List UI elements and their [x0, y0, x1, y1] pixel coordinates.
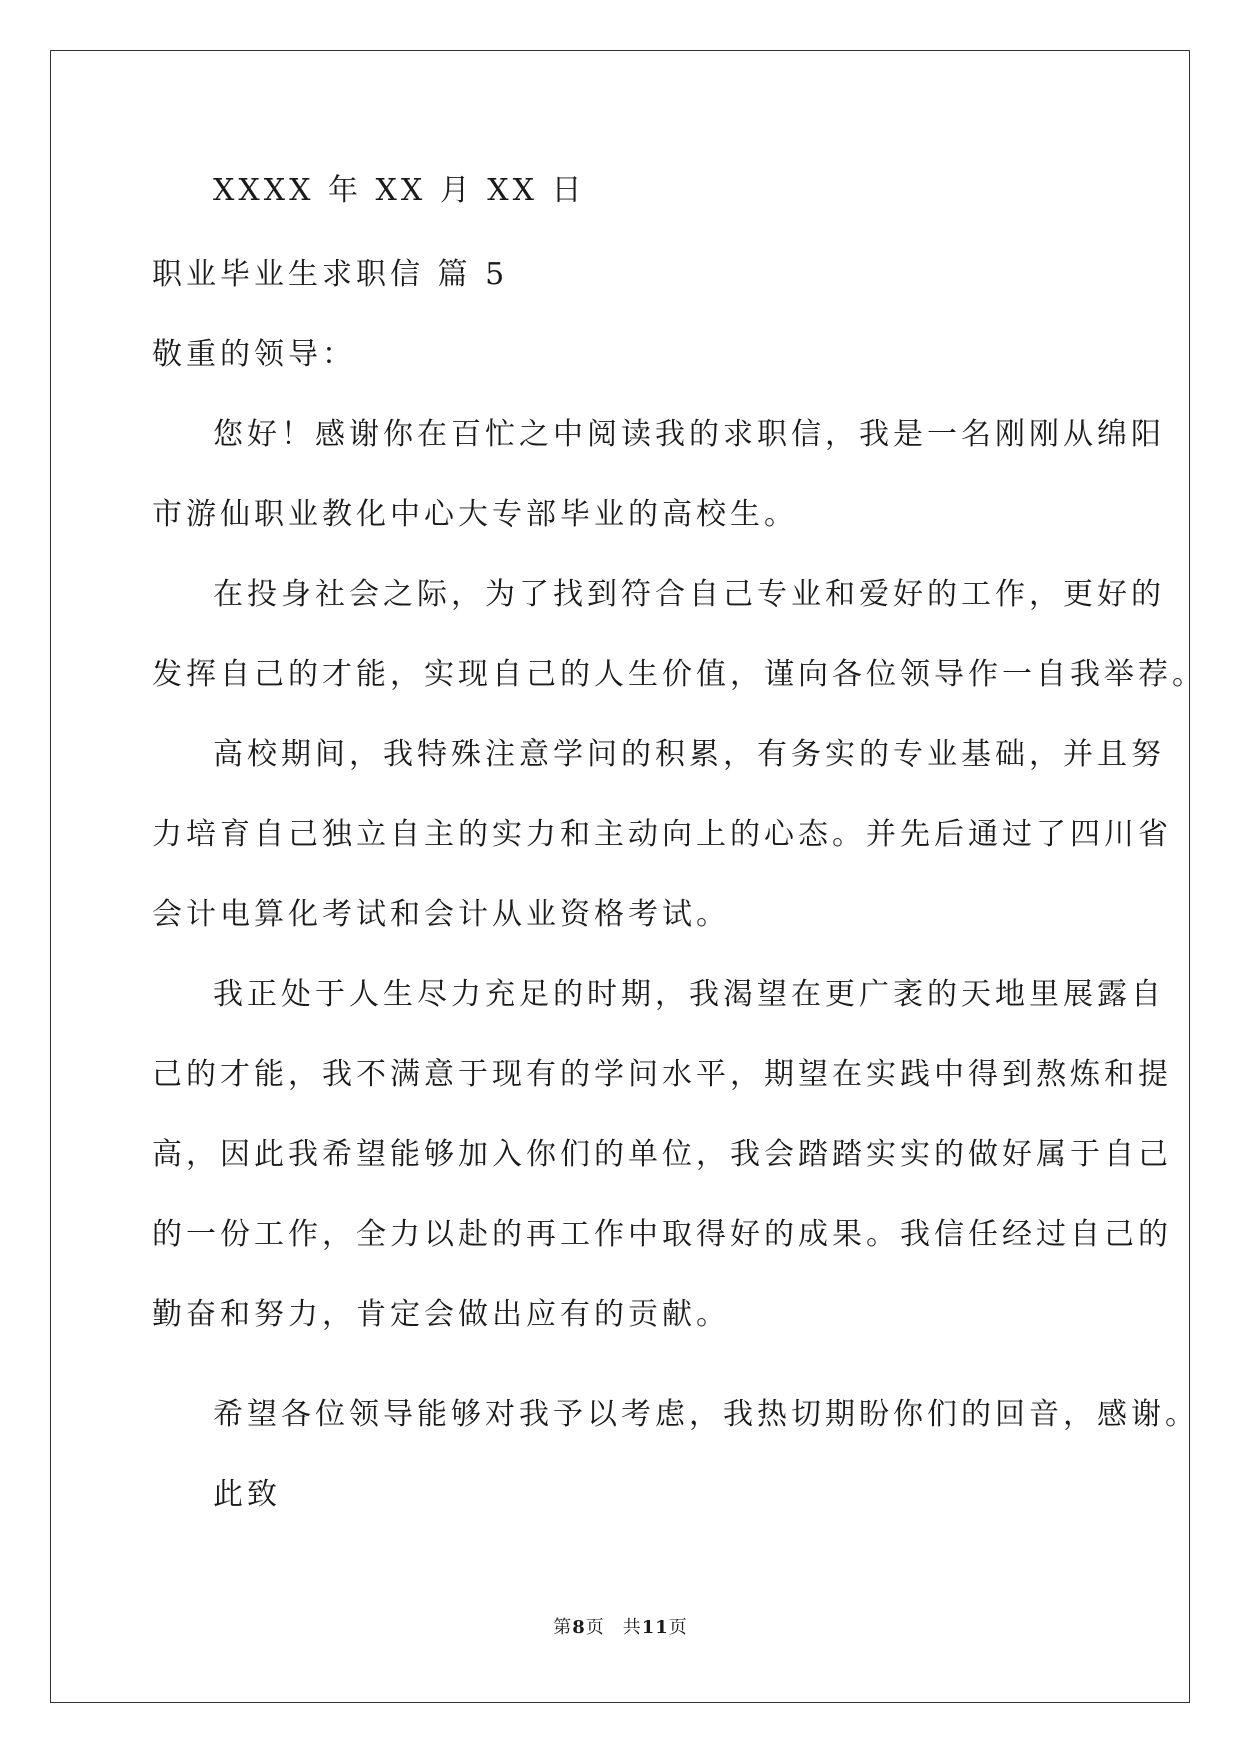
body-line: 高校期间，我特殊注意学问的积累，有务实的专业基础，并且努 [213, 737, 1165, 772]
body-line: 高，因此我希望能够加入你们的单位，我会踏踏实实的做好属于自己 [152, 1137, 1172, 1172]
salutation: 敬重的领导： [152, 337, 356, 372]
footer-total-suffix: 页 [668, 1617, 688, 1638]
body-line: 希望各位领导能够对我予以考虑，我热切期盼你们的回音，感谢。 [213, 1397, 1199, 1432]
page-border [50, 50, 1190, 1703]
body-line: 会计电算化考试和会计从业资格考试。 [152, 897, 730, 932]
body-line: 的一份工作，全力以赴的再工作中取得好的成果。我信任经过自己的 [152, 1217, 1172, 1252]
body-line: 己的才能，我不满意于现有的学问水平，期望在实践中得到熬炼和提 [152, 1057, 1172, 1092]
body-line: 发挥自己的才能，实现自己的人生价值，谨向各位领导作一自我举荐。 [152, 657, 1206, 692]
current-page-number: 8 [572, 1617, 586, 1638]
letter-heading: 职业毕业生求职信 篇 5 [152, 257, 509, 292]
body-line: 在投身社会之际，为了找到符合自己专业和爱好的工作，更好的 [213, 577, 1165, 612]
date-line: XXXX 年 XX 月 XX 日 [213, 173, 586, 208]
body-line: 您好！感谢你在百忙之中阅读我的求职信，我是一名刚刚从绵阳 [213, 417, 1165, 452]
footer-total-prefix: 共 [622, 1617, 642, 1638]
total-pages-number: 11 [641, 1617, 669, 1638]
body-line: 市游仙职业教化中心大专部毕业的高校生。 [152, 497, 798, 532]
footer-page-word: 页 [585, 1617, 605, 1638]
closing-line: 此致 [213, 1477, 281, 1512]
footer-prefix: 第 [553, 1617, 573, 1638]
body-line: 我正处于人生尽力充足的时期，我渴望在更广袤的天地里展露自 [213, 977, 1165, 1012]
body-line: 勤奋和努力，肯定会做出应有的贡献。 [152, 1297, 730, 1332]
page-footer [0, 1613, 1241, 1639]
body-line: 力培育自己独立自主的实力和主动向上的心态。并先后通过了四川省 [152, 817, 1172, 852]
